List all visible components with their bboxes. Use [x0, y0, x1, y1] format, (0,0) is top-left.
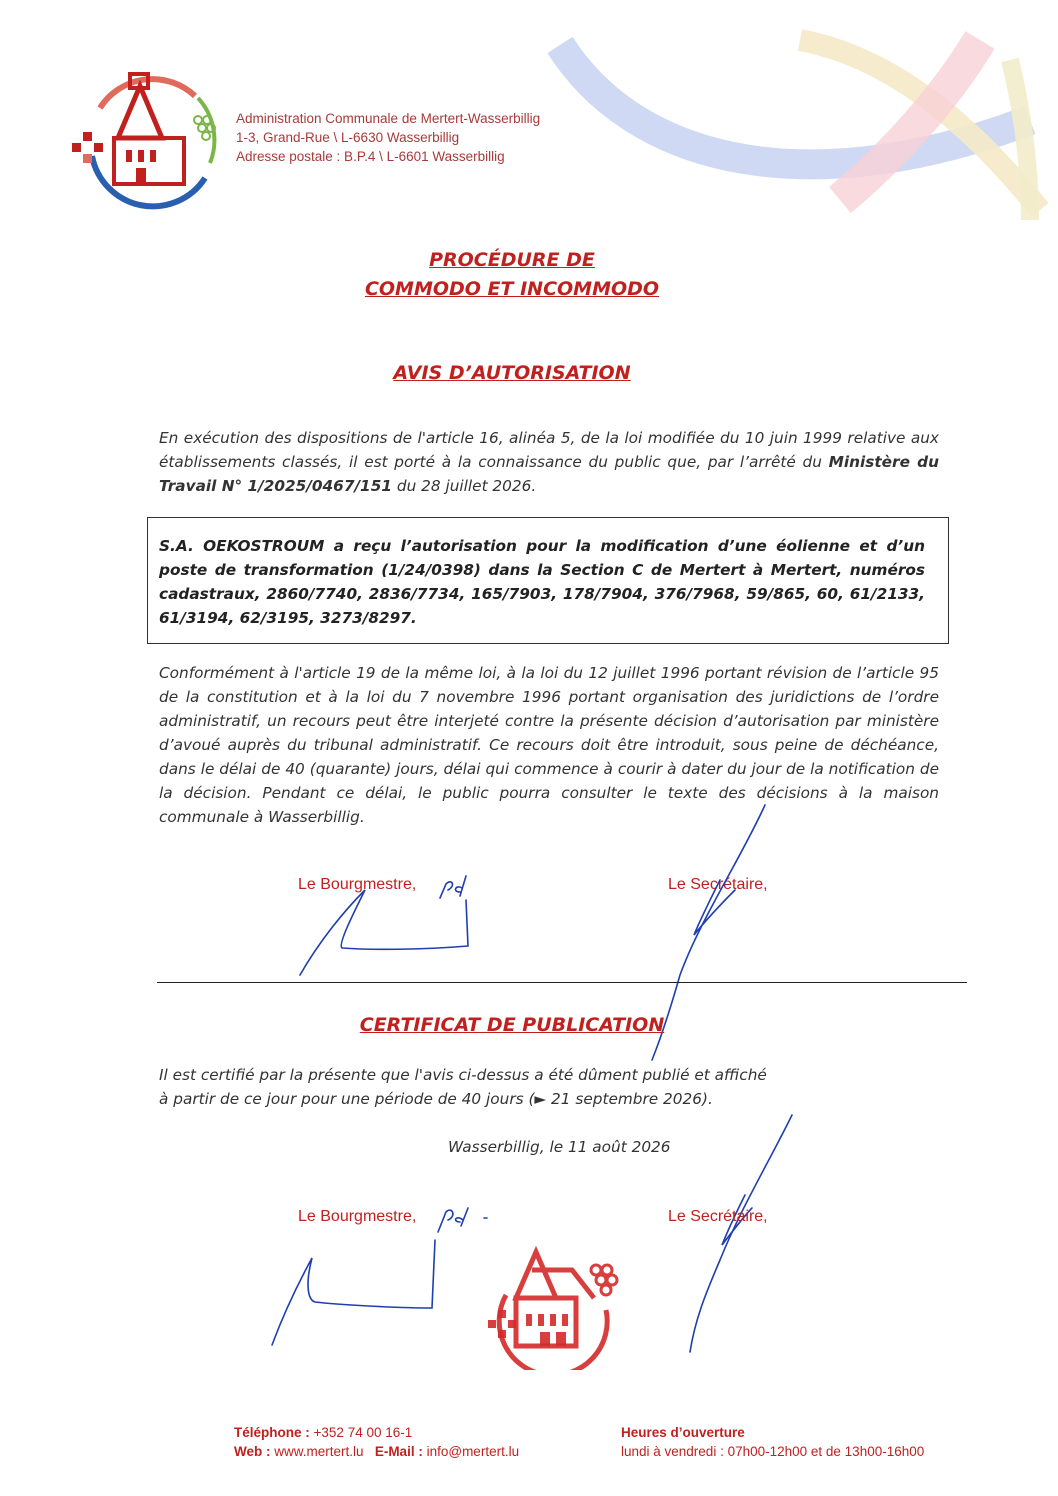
title-line2: COMMODO ET INCOMMODO: [364, 278, 660, 300]
letterhead-line3: Adresse postale : B.P.4 \ L-6601 Wasserbillig: [236, 149, 505, 164]
footer-web-label: Web :: [234, 1444, 271, 1459]
footer-hours-label: Heures d’ouverture: [621, 1425, 745, 1440]
bourgmestre-label-1: Le Bourgmestre,: [298, 876, 417, 893]
stamp-seal-icon: [486, 1240, 620, 1370]
footer-contact: [234, 1423, 519, 1461]
letterhead-line1: Administration Communale de Mertert-Wasserbillig: [236, 111, 541, 126]
footer-email-link[interactable]: info@mertert.lu: [426, 1444, 520, 1459]
letterhead-line2: 1-3, Grand-Rue \ L-6630 Wasserbillig: [236, 130, 460, 145]
footer-web-link[interactable]: www.mertert.lu: [274, 1444, 364, 1459]
footer-hours: [621, 1423, 924, 1461]
certificat-text-2: à partir de ce jour pour une période de 40 jours (► 21 septembre 2026).: [159, 1090, 713, 1108]
avis-heading: AVIS D’AUTORISATION: [393, 362, 631, 384]
footer-email-label: E-Mail :: [374, 1444, 423, 1459]
intro-text: En exécution des dispositions de l'article 16, alinéa 5, de la loi modifiée du 10 juin 1999 relative aux établissements classés, il est porté à la connaissance du public que, par l’arrêté du: [159, 429, 939, 471]
bourgmestre-label-2: Le Bourgmestre,: [298, 1208, 417, 1225]
intro-ministry: Ministère du Travail N° 1/2025/0467/151: [159, 453, 939, 495]
secretaire-label-2: Le Secrétaire,: [668, 1208, 768, 1225]
authorization-text: S.A. OEKOSTROUM a reçu l’autorisation pour la modification d’une éolienne et d’un poste de transformation (1/24/0398) dans la Section C de Mertert à Mertert, numéros cadastraux, 2860/7740, 2836/7734, 165/7903, 178/7904, 376/7968, 59/865, 60, 61/2133, 61/3194, 62/3195, 3273/8297.: [159, 537, 925, 627]
footer-tel-label: Téléphone :: [234, 1425, 310, 1440]
footer-tel: +352 74 00 16-1: [313, 1425, 413, 1440]
secretaire-label-1: Le Secrétaire,: [668, 876, 768, 893]
intro-paragraph: [159, 426, 939, 498]
recours-paragraph: Conformément à l'article 19 de la même loi, à la loi du 12 juillet 1996 portant révision de l’article 95 de la constitution et à la loi du 7 novembre 1996 portant organisation des juridictions de l’ordre administratif, un recours peut être interjeté contre la présente décision d’autorisation par ministère d’avoué auprès du tribunal administratif. Ce recours doit être introduit, sous peine de déchéance, dans le délai de 40 (quarante) jours, délai qui commence à courir à dater du jour de la notification de la décision. Pendant ce délai, le public pourra consulter le texte des décisions à la maison communale à Wasserbillig.: [159, 664, 939, 826]
title-line1: PROCÉDURE DE: [429, 249, 595, 271]
section-divider: [157, 982, 967, 983]
intro-tail: du 28 juillet 2026.: [392, 477, 537, 495]
certificat-text-1: Il est certifié par la présente que l'avis ci-dessus a été dûment publié et affiché: [159, 1066, 767, 1084]
letterhead-address: [236, 109, 540, 166]
place-date: Wasserbillig, le 11 août 2026: [448, 1138, 671, 1156]
footer-hours-text: lundi à vendredi : 07h00-12h00 et de 13h00-16h00: [621, 1444, 925, 1459]
certificat-heading: CERTIFICAT DE PUBLICATION: [359, 1014, 665, 1036]
municipal-logo-icon: [70, 68, 220, 210]
